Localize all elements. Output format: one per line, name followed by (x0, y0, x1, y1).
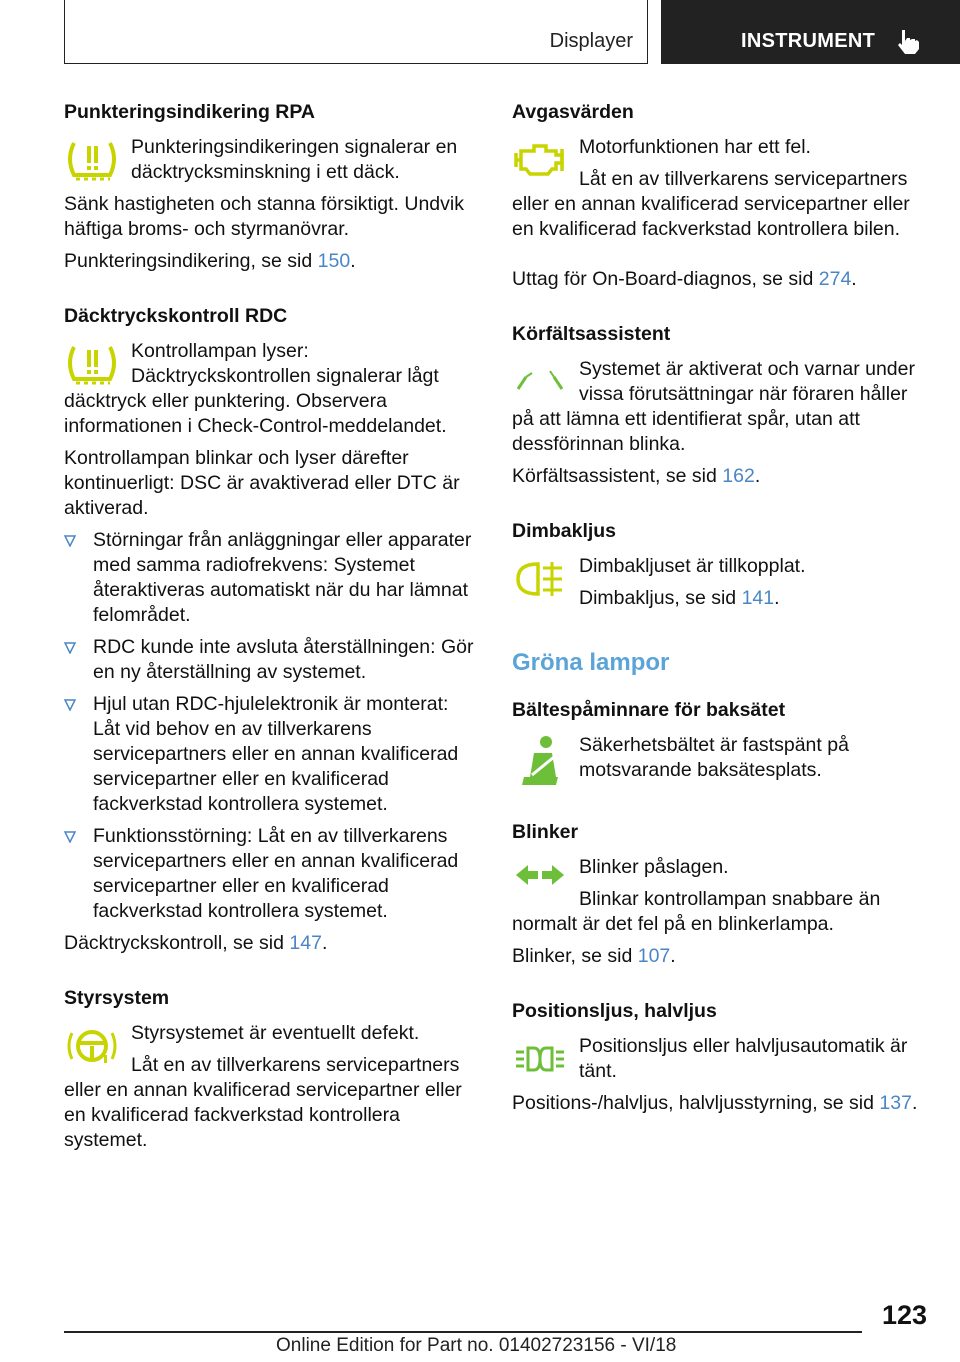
rdc-text-2: Kontrollampan blinkar och lyser därefter kontinuerligt: DSC är avaktiverad eller DTC är aktiverad. (64, 447, 460, 519)
exhaust-reference: Uttag för On-Board-diagnos, se sid 274. (512, 268, 857, 290)
steering-wheel-warning-icon (64, 1021, 120, 1071)
lane-title: Körfältsassistent (512, 323, 671, 345)
list-item: Hjul utan RDC-hjulelektronik är monterat: Låt vid behov en av tillverkarens servicepartners eller en annan kvalificerad servicepartner eller en kvalificerad fackverkstad kontrollera systemet. (64, 692, 476, 817)
list-item: Funktionsstörning: Låt en av tillverkarens servicepartners eller en annan kvalificerad servicepartner eller en kvalificerad fackverkstad kontrollera systemet. (64, 824, 476, 924)
belt-title: Bältespåminnare för baksätet (512, 699, 786, 721)
lane-page-link[interactable]: 162 (722, 465, 755, 487)
triangle-bullet-icon (64, 699, 76, 711)
tire-pressure-warning-icon (64, 339, 120, 389)
position-reference: Positions-/halvljus, halvljusstyrning, se sid 137. (512, 1092, 918, 1114)
header-section-box (64, 0, 648, 64)
triangle-bullet-icon (64, 831, 76, 843)
blinker-page-link[interactable]: 107 (637, 945, 671, 967)
fog-text-1: Dimbakljuset är tillkopplat. (579, 555, 806, 577)
header-section-label: Displayer (549, 30, 633, 52)
right-column (512, 100, 927, 1153)
triangle-bullet-icon (64, 642, 76, 654)
lane-reference: Körfältsassistent, se sid 162. (512, 465, 761, 487)
hand-pointer-icon (893, 26, 923, 56)
section-rpa (64, 100, 476, 274)
seatbelt-icon (512, 733, 568, 783)
section-fog (512, 519, 927, 618)
exhaust-text-1: Motorfunktionen har ett fel. (579, 136, 811, 158)
left-column (64, 100, 476, 1183)
header-chapter-box (661, 0, 960, 64)
lane-assist-icon (512, 357, 568, 407)
rdc-bullet-list (64, 528, 476, 924)
triangle-bullet-icon (64, 535, 76, 547)
rdc-reference: Däcktryckskontroll, se sid 147. (64, 932, 328, 954)
steering-text-2: Låt en av tillverkarens servicepartners eller en annan kvalificerad servicepartner eller en kvalificerad fackverkstad kontrollera systemet. (64, 1054, 462, 1151)
steering-text-1: Styrsystemet är eventuellt defekt. (131, 1022, 420, 1044)
footer-divider (64, 1331, 862, 1333)
section-blinker (512, 820, 927, 969)
section-exhaust (512, 100, 927, 292)
engine-check-icon (512, 135, 568, 185)
flat-tire-warning-icon (64, 135, 120, 185)
rpa-text-2: Sänk hastigheten och stanna försiktigt. Undvik häftiga broms- och styrmanövrar. (64, 193, 464, 240)
fog-page-link[interactable]: 141 (741, 587, 775, 609)
position-light-icon (512, 1034, 568, 1084)
page-number: 123 (881, 1300, 927, 1330)
blinker-text-1: Blinker påslagen. (579, 856, 729, 878)
position-title: Positionsljus, halvljus (512, 1000, 717, 1022)
section-lane (512, 322, 927, 489)
blinker-text-2: Blinkar kontrollampan snabbare än normalt är det fel på en blinkerlampa. (512, 888, 881, 935)
fog-reference: Dimbakljus, se sid 141. (579, 587, 780, 609)
rpa-page-link[interactable]: 150 (317, 250, 351, 272)
belt-text-1: Säkerhetsbältet är fastspänt på motsvarande baksätesplats. (579, 734, 849, 781)
list-item: RDC kunde inte avsluta återställningen: Gör en ny återställning av systemet. (64, 635, 476, 685)
exhaust-title: Avgasvärden (512, 101, 634, 123)
position-page-link[interactable]: 137 (879, 1092, 912, 1114)
steering-title: Styrsystem (64, 987, 170, 1009)
fog-title: Dimbakljus (512, 520, 617, 542)
rear-fog-light-icon (512, 554, 568, 604)
rdc-title: Däcktryckskontroll RDC (64, 305, 288, 327)
section-steering (64, 986, 476, 1153)
turn-signal-arrows-icon (512, 855, 568, 905)
position-text-1: Positionsljus eller halvljusautomatik är tänt. (579, 1035, 908, 1082)
blinker-reference: Blinker, se sid 107. (512, 945, 676, 967)
rpa-title: Punkteringsindikering RPA (64, 101, 316, 123)
section-belt (512, 698, 927, 790)
list-item: Störningar från anläggningar eller apparater med samma radiofrekvens: Systemet återaktiveras automatiskt när du har lämnat felområdet. (64, 528, 476, 628)
green-lamps-heading: Gröna lampor (512, 649, 670, 676)
rpa-text-1: Punkteringsindikeringen signalerar en däcktrycksminskning i ett däck. (131, 136, 458, 183)
lane-text-1: Systemet är aktiverat och varnar under vissa förutsättningar när föraren håller på att lämna ett identifierat spår, utan att dessförinnan blinka. (512, 358, 915, 455)
blinker-title: Blinker (512, 821, 579, 843)
exhaust-page-link[interactable]: 274 (818, 268, 852, 290)
section-rdc (64, 304, 476, 956)
footer-edition: Online Edition for Part no. 01402723156 - VI/18 (276, 1335, 677, 1356)
rpa-reference: Punkteringsindikering, se sid 150. (64, 250, 356, 272)
exhaust-text-2: Låt en av tillverkarens servicepartners eller en annan kvalificerad servicepartner eller en kvalificerad fackverkstad kontrollera bilen. (512, 168, 910, 240)
section-position (512, 999, 927, 1123)
rdc-text-1: Kontrollampan lyser: Däcktryckskontrollen signalerar lågt däcktryck eller punktering. Observera informationen i Check-Control-meddelandet. (64, 340, 447, 437)
header-chapter-label: INSTRUMENT (741, 30, 876, 52)
rdc-page-link[interactable]: 147 (289, 932, 322, 954)
